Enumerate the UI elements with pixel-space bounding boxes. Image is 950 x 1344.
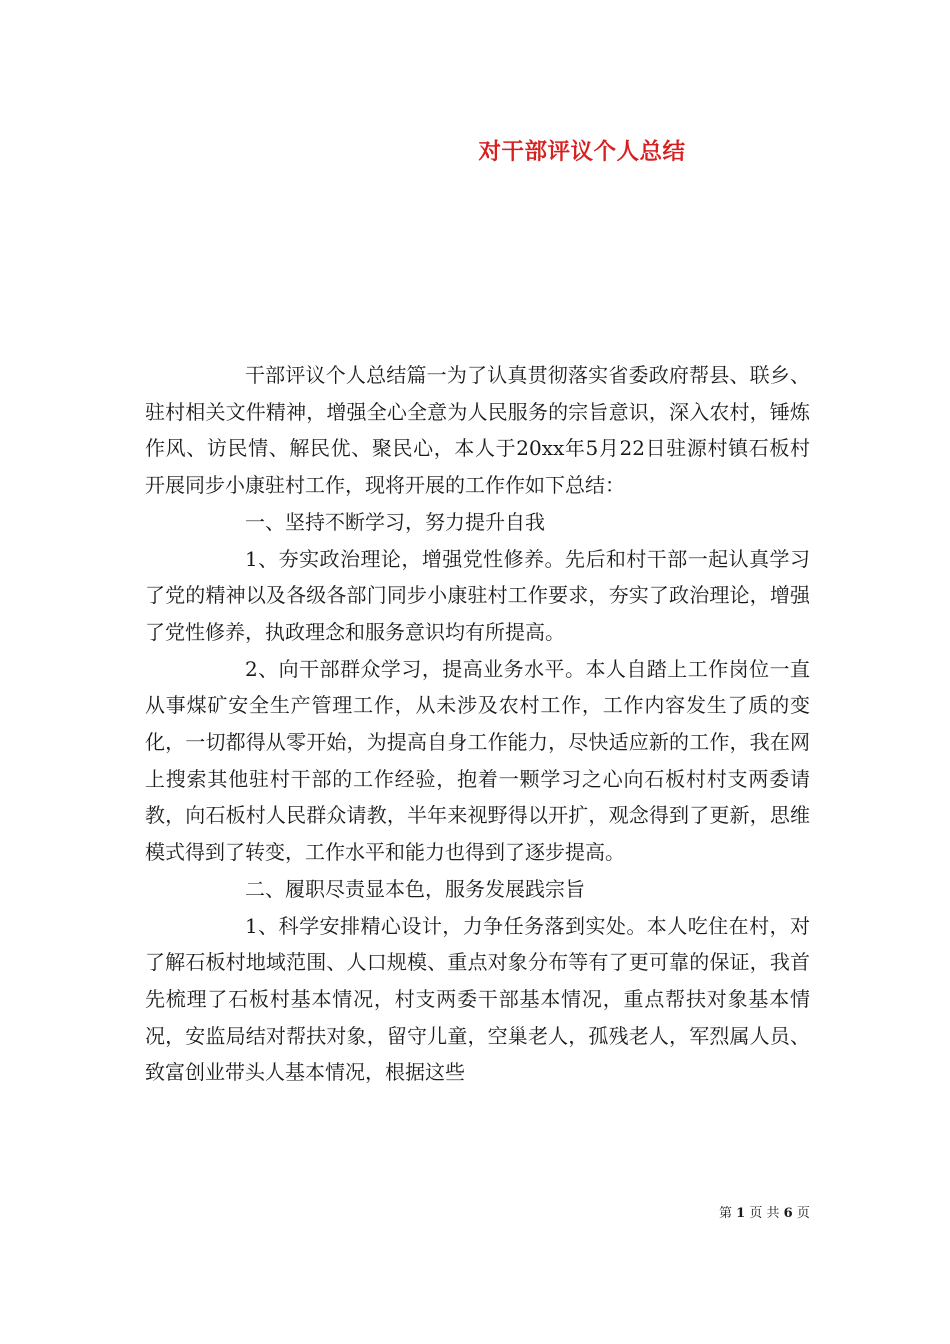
document-body xyxy=(145,357,810,1091)
section-heading-1: 一、坚持不断学习，努力提升自我 xyxy=(245,509,545,534)
paragraph-2-1: 1、科学安排精心设计，力争任务落到实处。本人吃住在村，对了解石板村地域范围、人口规模、重点对象分布等有了更可靠的保证，我首先梳理了石板村基本情况，村支两委干部基本情况，重点帮扶对象基本情况，安监局结对帮扶对象，留守儿童，空巢老人，孤残老人，军烈属人员、致富创业带头人基本情况，根据这些 xyxy=(145,913,810,1085)
footer-prefix: 第 xyxy=(719,1206,733,1221)
page-title: 对干部评议个人总结 xyxy=(478,139,686,165)
paragraph-1-1: 1、夯实政治理论，增强党性修养。先后和村干部一起认真学习了党的精神以及各级各部门同步小康驻村工作要求，夯实了政治理论，增强了党性修养，执政理念和服务意识均有所提高。 xyxy=(145,546,810,644)
page-footer xyxy=(719,1202,810,1221)
footer-total-pages: 6 xyxy=(783,1206,793,1221)
paragraph-1-2: 2、向干部群众学习，提高业务水平。本人自踏上工作岗位一直从事煤矿安全生产管理工作，从未涉及农村工作，工作内容发生了质的变化，一切都得从零开始，为提高自身工作能力，尽快适应新的工作，我在网上搜索其他驻村干部的工作经验，抱着一颗学习之心向石板村村支两委请教，向石板村人民群众请教，半年来视野得以开扩，观念得到了更新，思维模式得到了转变，工作水平和能力也得到了逐步提高。 xyxy=(145,656,810,865)
footer-page-number: 1 xyxy=(736,1206,746,1221)
section-heading-2: 二、履职尽责显本色，服务发展践宗旨 xyxy=(245,876,585,901)
paragraph-intro: 干部评议个人总结篇一为了认真贯彻落实省委政府帮县、联乡、驻村相关文件精神，增强全心全意为人民服务的宗旨意识，深入农村，锤炼作风、访民情、解民优、聚民心，本人于20xx年5月22日驻源村镇石板村开展同步小康驻村工作，现将开展的工作作如下总结： xyxy=(145,363,810,498)
footer-middle: 页 共 xyxy=(749,1206,780,1221)
footer-suffix: 页 xyxy=(796,1206,810,1221)
